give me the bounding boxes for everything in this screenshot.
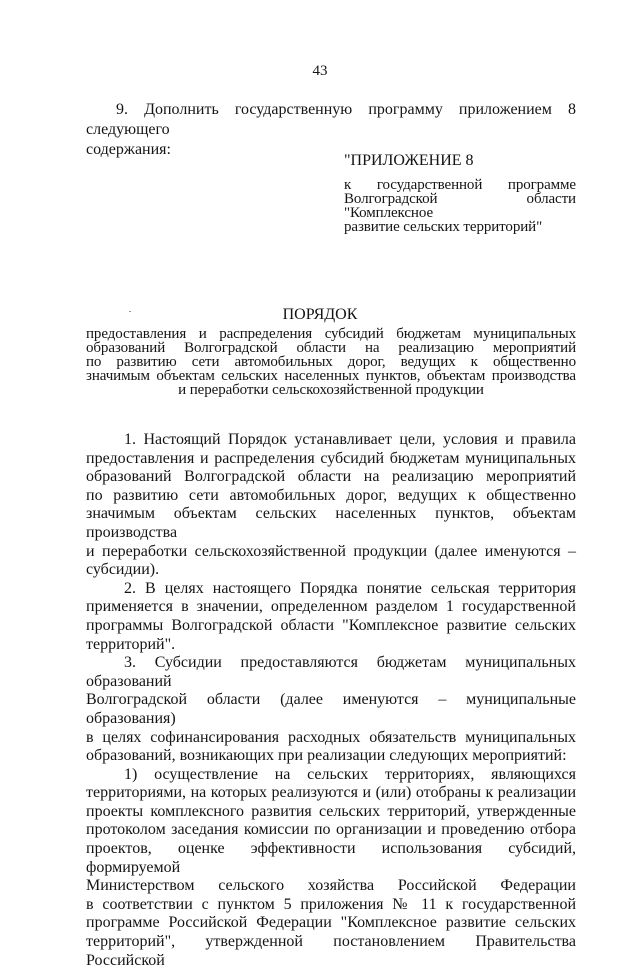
appendix-subtitle-line: к государственной программе (344, 177, 576, 193)
text-line: применяется в значении, определенном разделом 1 государственной (86, 598, 576, 616)
text-line: Волгоградской области (далее именуются – муниципальные образования) (86, 691, 576, 727)
intro-paragraph (86, 100, 576, 160)
intro-line: содержания: (86, 141, 171, 158)
paragraph-2 (86, 580, 576, 654)
text-line: 2. В целях настоящего Порядка понятие сельская территория (124, 579, 576, 597)
order-subtitle (86, 327, 576, 397)
text-line: образований Волгоградской области на реализацию мероприятий (86, 468, 576, 486)
text-line: образований, возникающих при реализации следующих мероприятий: (86, 747, 567, 765)
text-line: территорий". (86, 635, 176, 653)
text-line: протоколом заседания комиссии по организации и проведению отбора (86, 821, 576, 839)
paragraph-1 (86, 431, 576, 580)
order-subtitle-line: значимым объектам сельских населенных пунктов, объектам производства (86, 368, 576, 384)
text-line: в целях софинансирования расходных обязательств муниципальных (86, 728, 576, 746)
text-line: 1. Настоящий Порядок устанавливает цели, условия и правила (124, 431, 576, 448)
text-line: предоставления и распределения субсидий бюджетам муниципальных (86, 449, 576, 467)
order-subtitle-line: предоставления и распределения субсидий бюджетам муниципальных (86, 326, 576, 342)
page-number: 43 (312, 63, 328, 79)
paragraph-4 (86, 766, 576, 970)
text-line: территорий", утвержденной постановлением Правительства Российской (86, 933, 576, 969)
intro-line: 9. Дополнить государственную программу приложением 8 следующего (86, 101, 576, 138)
order-title: ПОРЯДОК (282, 306, 358, 323)
text-line: по развитию сети автомобильных дорог, ведущих к общественно (86, 486, 576, 504)
order-subtitle-line: и переработки сельскохозяйственной продукции (178, 382, 484, 398)
body-text (86, 431, 576, 970)
text-line: 1) осуществление на сельских территориях, являющихся (124, 765, 576, 783)
text-line: в соответствии с пунктом 5 приложения № 11 к государственной (86, 895, 576, 913)
text-line: проектов, оценке эффективности использования субсидий, формируемой (86, 840, 576, 876)
appendix-subtitle-line: Волгоградской области "Комплексное (344, 191, 576, 221)
order-subtitle-line: по развитию сети автомобильных дорог, ведущих к общественно (86, 354, 576, 370)
order-subtitle-line: образований Волгоградской области на реализацию мероприятий (86, 340, 576, 356)
text-line: субсидии). (86, 561, 160, 579)
text-line: программы Волгоградской области "Комплексное развитие сельских (86, 616, 576, 634)
paragraph-3 (86, 654, 576, 766)
text-line: программе Российской Федерации "Комплексное развитие сельских (86, 914, 576, 932)
text-line: проекты комплексного развития сельских территорий, утвержденные (86, 802, 576, 820)
text-line: территориями, на которых реализуются и (или) отобраны к реализации (86, 784, 576, 802)
text-line: Министерством сельского хозяйства Российской Федерации (86, 877, 576, 895)
text-line: значимым объектам сельских населенных пунктов, объектам производства (86, 505, 576, 541)
appendix-subtitle (344, 178, 576, 234)
text-line: 3. Субсидии предоставляются бюджетам муниципальных образований (86, 654, 576, 690)
text-line: и переработки сельскохозяйственной продукции (далее именуются – (86, 542, 576, 560)
appendix-title: "ПРИЛОЖЕНИЕ 8 (344, 152, 474, 169)
appendix-subtitle-line: развитие сельских территорий" (344, 219, 543, 235)
